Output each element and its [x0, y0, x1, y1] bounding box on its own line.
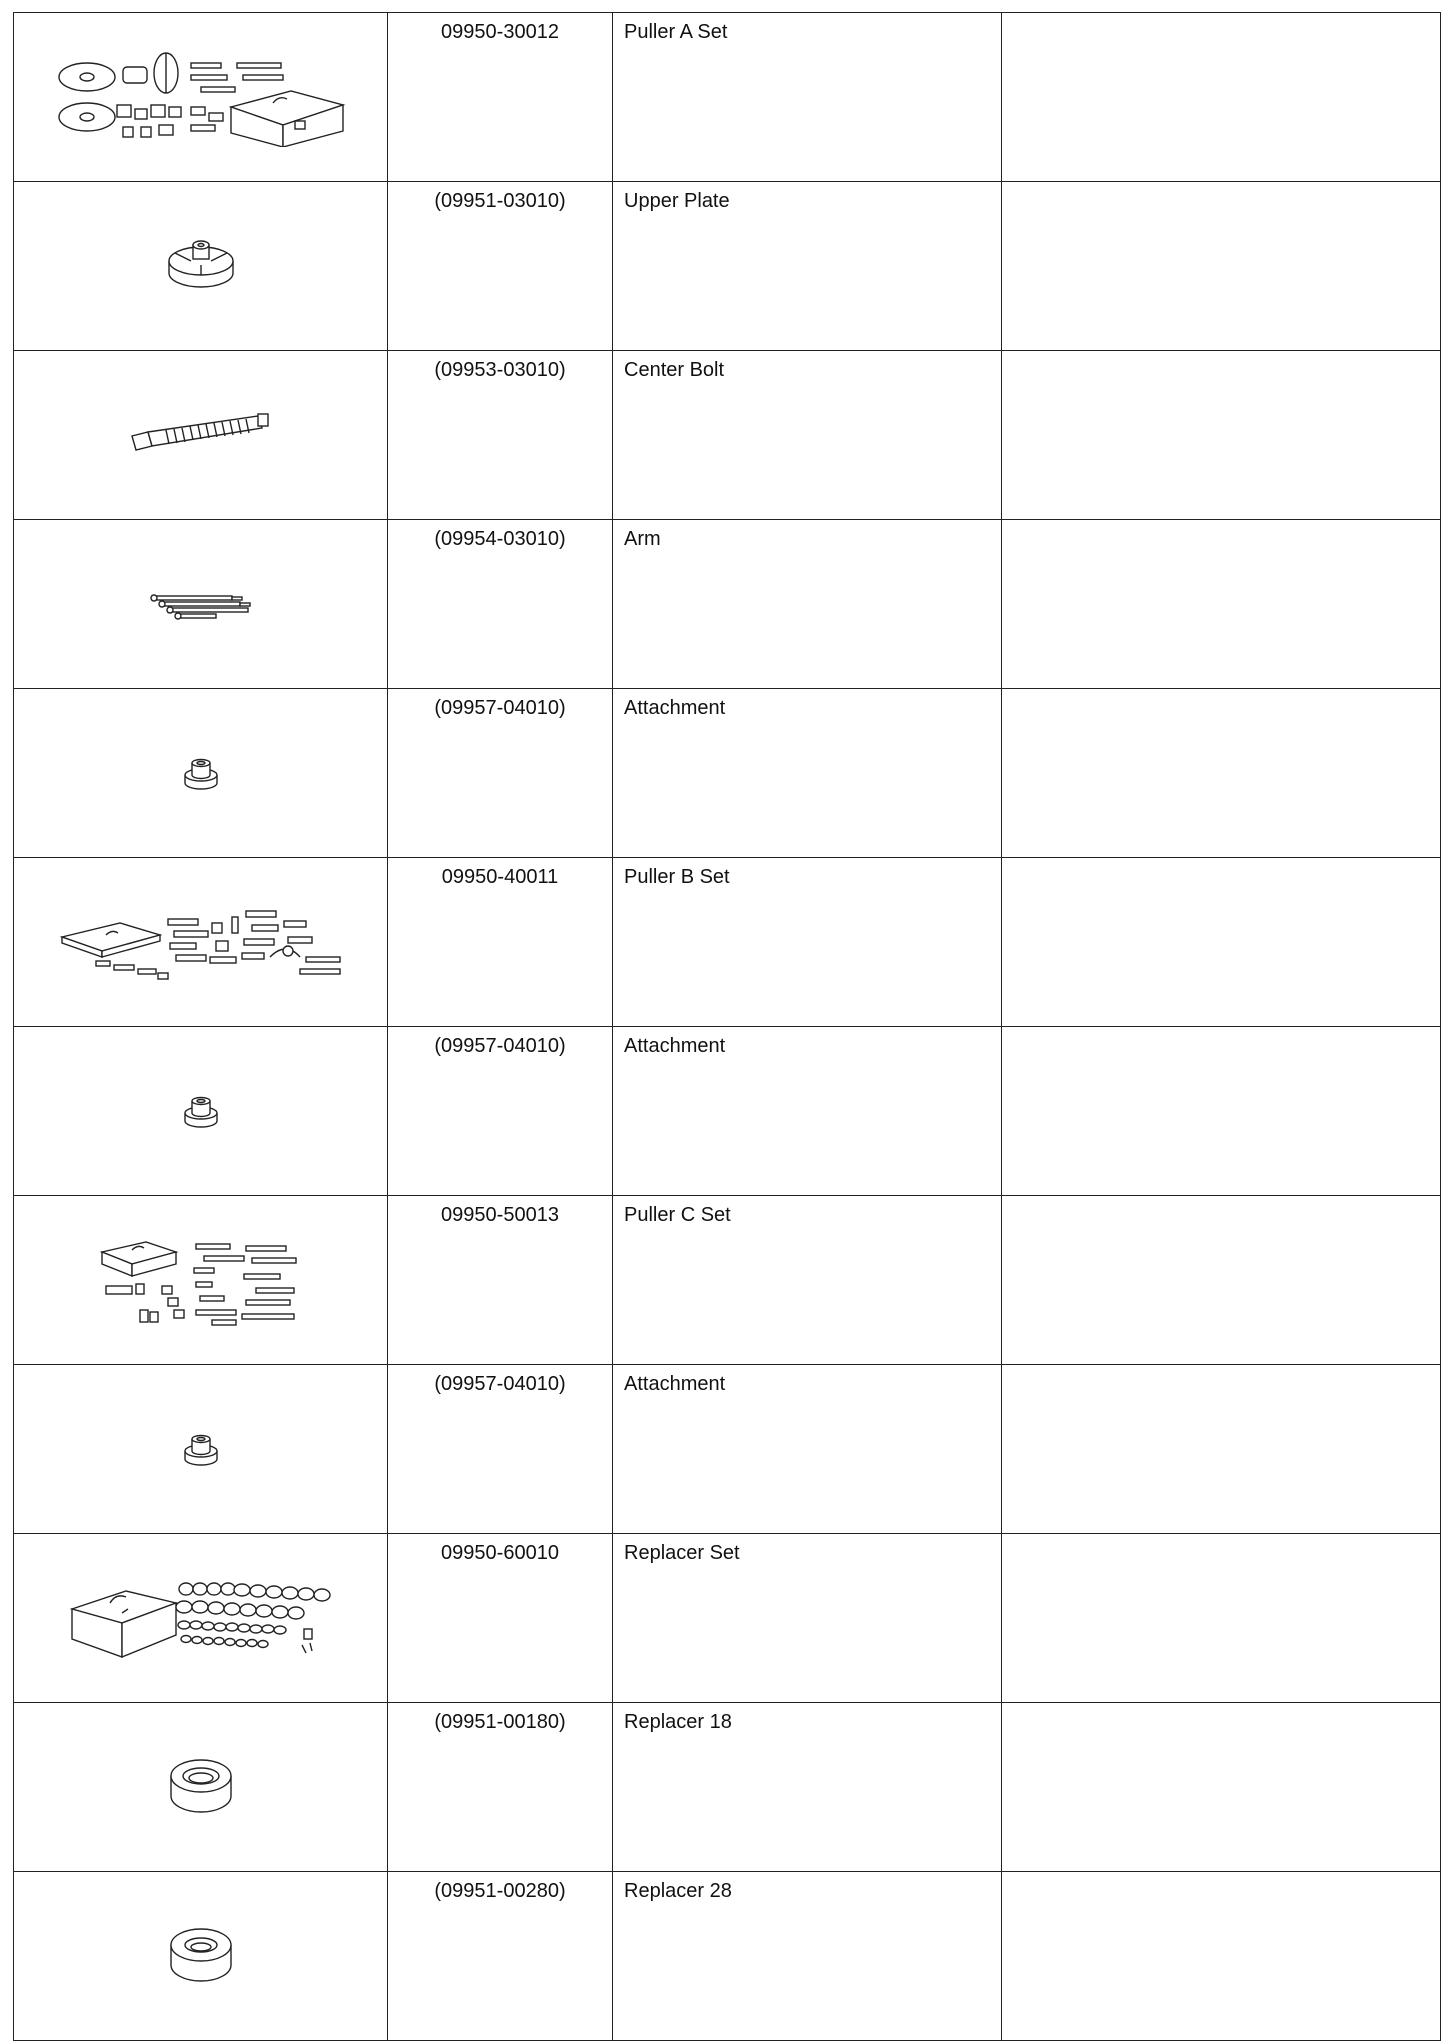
replacer-28-icon — [161, 1921, 241, 1991]
image-cell — [14, 689, 388, 858]
part-number-cell: (09954-03010) — [388, 520, 613, 689]
image-cell — [14, 1872, 388, 2041]
table-row — [14, 1365, 1441, 1534]
image-cell — [14, 351, 388, 520]
table-row — [14, 1534, 1441, 1703]
upper-plate-icon — [161, 231, 241, 301]
replacer-18-icon — [161, 1752, 241, 1822]
part-name-cell: Replacer 18 — [613, 1703, 1002, 1872]
table-row — [14, 520, 1441, 689]
table-row — [14, 858, 1441, 1027]
note-cell — [1002, 1534, 1441, 1703]
part-name-cell: Arm — [613, 520, 1002, 689]
image-cell — [14, 520, 388, 689]
attachment-icon — [179, 753, 223, 793]
part-number-cell: 09950-60010 — [388, 1534, 613, 1703]
attachment-icon — [179, 1091, 223, 1131]
part-name-cell: Replacer Set — [613, 1534, 1002, 1703]
part-number-cell: 09950-40011 — [388, 858, 613, 1027]
table-row — [14, 351, 1441, 520]
part-number-cell: (09951-03010) — [388, 182, 613, 351]
note-cell — [1002, 1196, 1441, 1365]
part-number-cell: 09950-50013 — [388, 1196, 613, 1365]
sst-table — [13, 12, 1441, 2041]
part-name-cell: Center Bolt — [613, 351, 1002, 520]
part-name-cell: Attachment — [613, 1365, 1002, 1534]
part-number-cell: (09957-04010) — [388, 1365, 613, 1534]
part-number-cell: (09953-03010) — [388, 351, 613, 520]
note-cell — [1002, 13, 1441, 182]
table-row — [14, 1027, 1441, 1196]
part-name-cell: Upper Plate — [613, 182, 1002, 351]
note-cell — [1002, 858, 1441, 1027]
part-name-cell: Attachment — [613, 1027, 1002, 1196]
part-number-cell: (09951-00280) — [388, 1872, 613, 2041]
part-name-cell: Replacer 28 — [613, 1872, 1002, 2041]
image-cell — [14, 182, 388, 351]
table-row — [14, 1196, 1441, 1365]
center-bolt-icon — [126, 410, 276, 460]
image-cell — [14, 1534, 388, 1703]
image-cell — [14, 13, 388, 182]
note-cell — [1002, 182, 1441, 351]
part-name-cell: Puller C Set — [613, 1196, 1002, 1365]
note-cell — [1002, 1872, 1441, 2041]
table-row — [14, 182, 1441, 351]
part-number-cell: (09951-00180) — [388, 1703, 613, 1872]
table-row — [14, 13, 1441, 182]
table-row — [14, 689, 1441, 858]
note-cell — [1002, 1027, 1441, 1196]
image-cell — [14, 1365, 388, 1534]
puller-b-set-icon — [56, 897, 346, 987]
part-name-cell: Attachment — [613, 689, 1002, 858]
note-cell — [1002, 1365, 1441, 1534]
puller-a-set-icon — [51, 47, 351, 147]
table-row — [14, 1872, 1441, 2041]
image-cell — [14, 1703, 388, 1872]
part-number-cell: (09957-04010) — [388, 689, 613, 858]
image-cell — [14, 1027, 388, 1196]
note-cell — [1002, 520, 1441, 689]
part-name-cell: Puller A Set — [613, 13, 1002, 182]
replacer-set-icon — [66, 1573, 336, 1663]
note-cell — [1002, 689, 1441, 858]
part-number-cell: 09950-30012 — [388, 13, 613, 182]
part-number-cell: (09957-04010) — [388, 1027, 613, 1196]
part-name-cell: Puller B Set — [613, 858, 1002, 1027]
table-row — [14, 1703, 1441, 1872]
image-cell — [14, 1196, 388, 1365]
arm-icon — [146, 584, 256, 624]
image-cell — [14, 858, 388, 1027]
puller-c-set-icon — [96, 1230, 306, 1330]
note-cell — [1002, 1703, 1441, 1872]
note-cell — [1002, 351, 1441, 520]
attachment-icon — [179, 1429, 223, 1469]
